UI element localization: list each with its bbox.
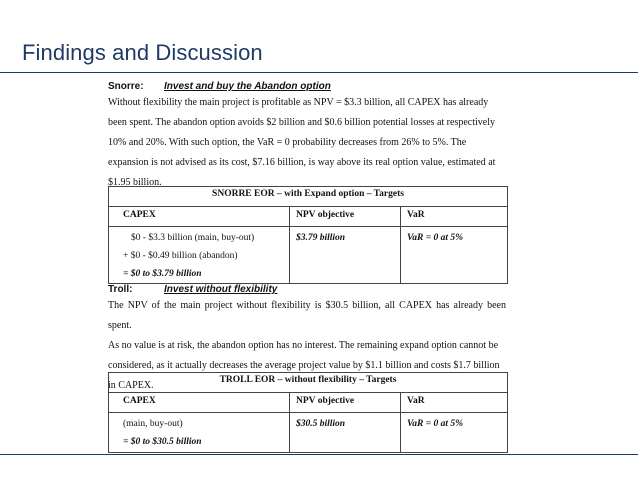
capex-line: (main, buy-out) (123, 419, 183, 429)
capex-line: $0 - $3.3 billion (main, buy-out) (131, 233, 255, 243)
snorre-strategy: Invest and buy the Abandon option (164, 81, 331, 92)
troll-var-cell: VaR = 0 at 5% (401, 413, 508, 453)
title-divider (0, 72, 638, 73)
troll-line: considered, as it actually decreases the average project value by $1.1 billion and costs $1.7 billion (108, 360, 500, 371)
troll-capex-cell (109, 413, 290, 453)
slide-title: Findings and Discussion (22, 40, 263, 65)
snorre-npv-cell: $3.79 billion (290, 227, 401, 284)
footer-divider (0, 454, 638, 455)
var-header: VaR (401, 393, 508, 413)
snorre-line: 10% and 20%. With such option, the VaR = 0 probability decreases from 26% to 5%. The (108, 137, 467, 148)
snorre-paragraph (108, 93, 506, 193)
troll-line: As no value is at risk, the abandon option has no interest. The remaining expand option cannot be (108, 340, 499, 351)
snorre-capex-cell (109, 227, 290, 284)
npv-header: NPV objective (290, 207, 401, 227)
snorre-var-cell: VaR = 0 at 5% (401, 227, 508, 284)
troll-label: Troll: (108, 284, 133, 295)
snorre-table-caption: SNORRE EOR – with Expand option – Targets (109, 187, 508, 207)
troll-heading (108, 284, 278, 295)
troll-line: The NPV of the main project without flexibility is $30.5 billion, all CAPEX has already been spent. (108, 300, 506, 331)
snorre-targets-table (108, 186, 508, 284)
snorre-line: expansion is not advised as its cost, $7.16 billion, is way above its real option value, estimated at (108, 157, 496, 168)
capex-header: CAPEX (109, 207, 290, 227)
troll-npv-cell: $30.5 billion (290, 413, 401, 453)
snorre-line: Without flexibility the main project is profitable as NPV = $3.3 billion, all CAPEX has already (108, 97, 489, 108)
capex-header: CAPEX (109, 393, 290, 413)
npv-header: NPV objective (290, 393, 401, 413)
troll-strategy: Invest without flexibility (164, 284, 278, 295)
troll-line: in CAPEX. (108, 380, 154, 391)
snorre-label: Snorre: (108, 81, 144, 92)
snorre-line: been spent. The abandon option avoids $2 billion and $0.6 billion potential losses at respectively (108, 117, 495, 128)
capex-total: = $0 to $30.5 billion (123, 437, 202, 447)
capex-line: + $0 - $0.49 billion (abandon) (123, 251, 238, 261)
var-header: VaR (401, 207, 508, 227)
capex-total: = $0 to $3.79 billion (123, 269, 202, 279)
snorre-heading (108, 81, 331, 92)
troll-table-caption: TROLL EOR – without flexibility – Targets (109, 373, 508, 393)
troll-targets-table (108, 372, 508, 453)
snorre-line: $1.95 billion. (108, 177, 162, 188)
